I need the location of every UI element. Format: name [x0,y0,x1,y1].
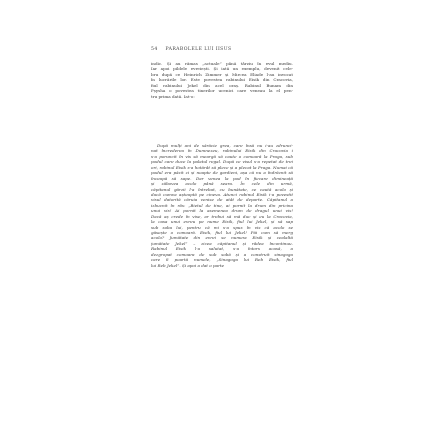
paragraph-intro [151,61,293,99]
text-line: la casa unui evreu pe nume Eisik, fiul lui Jekel, și să sap [151,219,293,225]
text-line: podul care duce la palatul regal. După ce visul s-a repetat de trei [151,159,293,165]
text-line: Iar apoi pildele evreiești. Și iată un exemplu, devenit cele- [151,66,293,72]
text-line: fiul rabinului Jekel din acel oraș. Rabinul Bunam din [151,82,293,88]
text-line: izbucnit în râs: „Bietul de tine, ai pornit la drum din pricina [151,202,293,208]
text-line: sub soba lui, pentru că mi s-a spus în vis că acolo se [151,224,293,230]
text-line: acolo? Jumătate din evrei se numesc Eisik și cealaltă [151,235,293,241]
text-line: indic. Și au rămas „actuale” până târziu în evul mediu. [151,61,293,66]
text-line: visul datorită căruia venise de atât de departe. Căpitanul a [151,197,293,203]
text-line: găsește o comoară. Eisik, fiul lui Jekel! Păi cum să merg [151,230,293,235]
text-line: După mulți ani de sărăcie grea, care însă nu i-au zdrunci- [157,143,293,148]
text-line: Pșysha o povestea tinerilor ucenici care veneau la el pen- [151,88,293,94]
running-title: PARABOLELE LUI IISUS [165,47,232,52]
text-line: s-a poruncit în vis să meargă să caute o comoară la Praga, sub [151,153,293,159]
text-line: unui vis! Ai pornit la asemenea drum de dragul unui vis! [151,208,293,214]
text-line: căpitanul gărzii l-a întrebat, cu bunătate, ce caută acolo și [151,186,293,192]
text-line: ori, rabinul Eisik s-a hotărât să plece și a plecat la Praga. Numai că [151,164,293,170]
page-number: 54 [151,47,158,52]
text-line: Rabinul Eisik l-a salutat, s-a întors acasă, a [151,246,293,252]
text-line: bru după ce Heinrich Zimmer și Mircea Eliade l-au invocat [151,71,293,77]
text-line: nat încrederea în Dumnezeu, rabinului Eisik din Cracovia i [151,148,293,154]
text-line: dacă cumva așteaptă pe cineva. Atunci rabinul Eisik i-a povestit [151,191,293,197]
text-line: și zăbovea acolo până seara. În cele din urmă, [151,181,293,187]
text-line: jumătate Jekel” – zicea căpitanul și râdea încontinuu. [151,240,293,246]
page-header [151,47,232,52]
text-line: dezgropat comoara de sub sobă și a construit sinagoga [151,251,293,257]
text-line: care îi poartă numele, „Sinagoga lui Reb Eisik, fiul [151,257,293,263]
text-line: lui Reb Jekel”. Și apoi a dat o parte [151,262,225,268]
text-line: în lucrările lor. Este povestea rabinului Eisik din Cracovia, [151,77,293,83]
text-line: podul era păzit zi și noapte de gardieni, așa că nu a îndrăznit să [151,170,293,176]
text-line: tru prima dată. Iat-o: [151,93,195,99]
paragraph-story [151,143,293,268]
text-line: Dacă aș crede în vise, ar trebui să mă duc și eu la Cracovia, [151,213,293,219]
text-line: înceapă să sape. Dar venea la pod în fiecare dimineață [151,175,293,181]
